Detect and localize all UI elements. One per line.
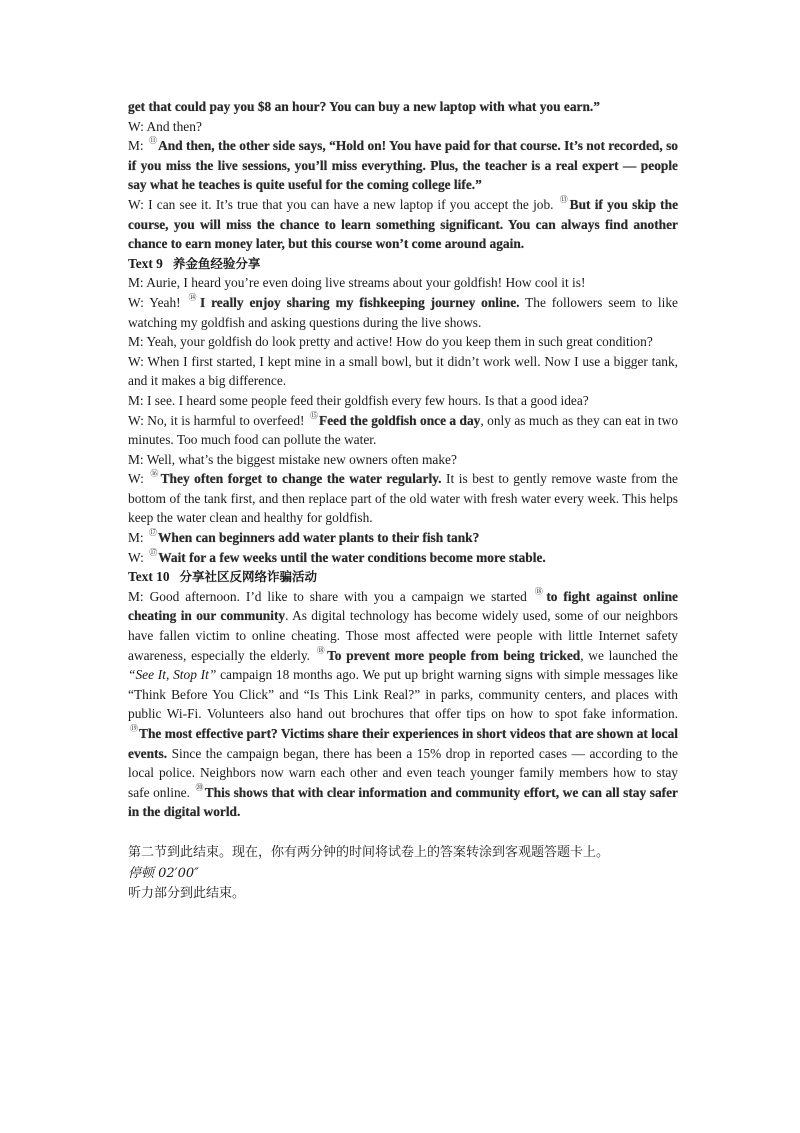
highlight-text: When can beginners add water plants to their fish tank? (158, 530, 480, 546)
question-number: ⑭ (188, 292, 200, 302)
question-number: ⑰ (149, 528, 157, 538)
speaker-label: M: (128, 275, 144, 291)
t9-line-5 (128, 391, 678, 411)
highlight-text: To prevent more people from being tricked (327, 647, 581, 663)
text10-title: 分享社区反网络诈骗活动 (179, 569, 318, 585)
t9-line-7 (128, 450, 678, 470)
paragraph-3 (128, 136, 678, 195)
paragraph-1 (128, 97, 678, 117)
speaker-label: W: (128, 412, 144, 428)
speaker-label: W: (128, 549, 144, 565)
text10-label: Text 10 (128, 569, 170, 585)
speaker-label: W: (128, 471, 144, 487)
question-number: ⑰ (149, 547, 158, 557)
dialogue-text: , only as much as they can eat in two minutes. Too much food can pollute the water. (128, 412, 679, 448)
t9-line-6 (128, 411, 678, 450)
speaker-label: M: (128, 138, 144, 154)
t9-line-9 (128, 528, 678, 548)
t9-line-10 (128, 548, 678, 568)
speaker-label: M: (128, 530, 144, 546)
dialogue-text: Yeah! (149, 294, 181, 310)
highlight-text: get that could pay you $8 an hour? You can buy a new laptop with what you earn.” (128, 99, 600, 114)
section-end-note: 第二节到此结束。现在，你有两分钟的时间将试卷上的答案转涂到客观题答题卡上。 (128, 845, 610, 860)
dialogue-text: Good afternoon. I’d like to share with you a campaign we started (149, 588, 527, 604)
dialogue-text: Yeah, your goldfish do look pretty and active! How do you keep them in such great condition? (146, 334, 653, 350)
question-number: ⑯ (150, 469, 160, 479)
speaker-label: W: (128, 196, 144, 212)
question-number: ⑲ (130, 724, 139, 733)
transcript-page (128, 97, 678, 822)
campaign-name: “See It, Stop It” (128, 667, 217, 683)
question-number: ⑬ (559, 194, 569, 204)
dialogue-text: Since the campaign began, there has been a 15% drop in reported cases — according to the local police. Neighbors now warn each other and even teach younger family members how to stay safe online. (128, 745, 679, 800)
t9-line-4 (128, 352, 678, 391)
highlight-text: Feed the goldfish once a day (319, 412, 481, 428)
highlight-text: This shows that with clear information and community effort, we can all stay safer in the digital world. (128, 784, 678, 820)
dialogue-text: It is best to gently remove waste from the bottom of the tank first, and then replace part of the old water with fresh water every week. This helps keep the water clean and healthy for goldfish. (128, 471, 678, 526)
speaker-label: M: (128, 334, 144, 350)
speaker-label: M: (128, 451, 144, 467)
question-number: ⑱ (534, 586, 546, 596)
dialogue-text: . As digital technology has become widely used, some of our neighbors have fallen victim to online cheating. Those most affected were people with little Internet safety awareness, especially the elderly. (128, 608, 679, 663)
paragraph-2 (128, 117, 678, 137)
highlight-text: The most effective part? Victims share their experiences in short videos that are shown at local events. (128, 726, 678, 761)
dialogue-text: No, it is harmful to overfeed! (147, 412, 305, 428)
t10-monologue (128, 587, 678, 822)
speaker-label: W: (128, 353, 144, 369)
pause-marker: 停顿 02′00″ (128, 865, 200, 881)
speaker-label: W: (128, 294, 144, 310)
question-number: ⑱ (316, 645, 327, 655)
highlight-text: They often forget to change the water regularly. (160, 471, 442, 487)
highlight-text: Wait for a few weeks until the water conditions become more stable. (158, 549, 546, 565)
highlight-text: I really enjoy sharing my fishkeeping journey online. (200, 294, 520, 310)
question-number: ⑮ (309, 410, 319, 420)
t9-line-8 (128, 469, 678, 528)
listening-end-note: 听力部分到此结束。 (128, 886, 246, 901)
text9-title: 养金鱼经验分享 (172, 255, 261, 271)
t9-line-2 (128, 293, 678, 332)
question-number: ⑪ (149, 136, 158, 146)
text9-heading (128, 254, 678, 274)
paragraph-4 (128, 195, 678, 254)
dialogue-text: When I first started, I kept mine in a small bowl, but it didn’t work well. Now I use a bigger tank, and it makes a big difference. (128, 353, 679, 389)
text9-label: Text 9 (128, 255, 163, 271)
dialogue-text: Aurie, I heard you’re even doing live streams about your goldfish! How cool it is! (146, 275, 586, 291)
dialogue-text: And then? (146, 118, 202, 134)
speaker-label: M: (128, 588, 144, 604)
t9-line-3 (128, 332, 678, 352)
section-footer (128, 843, 688, 905)
dialogue-text: Well, what’s the biggest mistake new owners often make? (146, 451, 457, 467)
highlight-text: But if you skip the course, you will miss the chance to learn something significant. You can always find another chance to earn money later, but this course won’t come around again. (128, 196, 679, 252)
dialogue-text: , we launched the (580, 647, 678, 663)
dialogue-text: I see. I heard some people feed their goldfish every few hours. Is that a good idea? (147, 392, 589, 408)
text10-heading (128, 567, 678, 587)
dialogue-text: I can see it. It’s true that you can have a new laptop if you accept the job. (148, 196, 554, 212)
highlight-text: to fight against online cheating in our community (128, 588, 678, 624)
dialogue-text: campaign 18 months ago. We put up bright warning signs with simple messages like “Think Before You Click” and “Is This Link Real?” in parks, community centers, and places with public Wi-Fi. Volunteers also hand out brochures that offer tips on how to spot fake information. (128, 667, 678, 722)
t9-line-1 (128, 273, 678, 293)
dialogue-text: The followers seem to like watching my goldfish and asking questions during the live shows. (128, 294, 679, 330)
highlight-text: And then, the other side says, “Hold on! You have paid for that course. It’s not recorded, so if you miss the live sessions, you’ll miss everything. Plus, the teacher is a real expert — people say what he teaches is quite useful for the coming college life.” (128, 138, 678, 193)
speaker-label: M: (128, 392, 144, 408)
question-number: ⑳ (195, 782, 204, 792)
speaker-label: W: (128, 118, 144, 134)
